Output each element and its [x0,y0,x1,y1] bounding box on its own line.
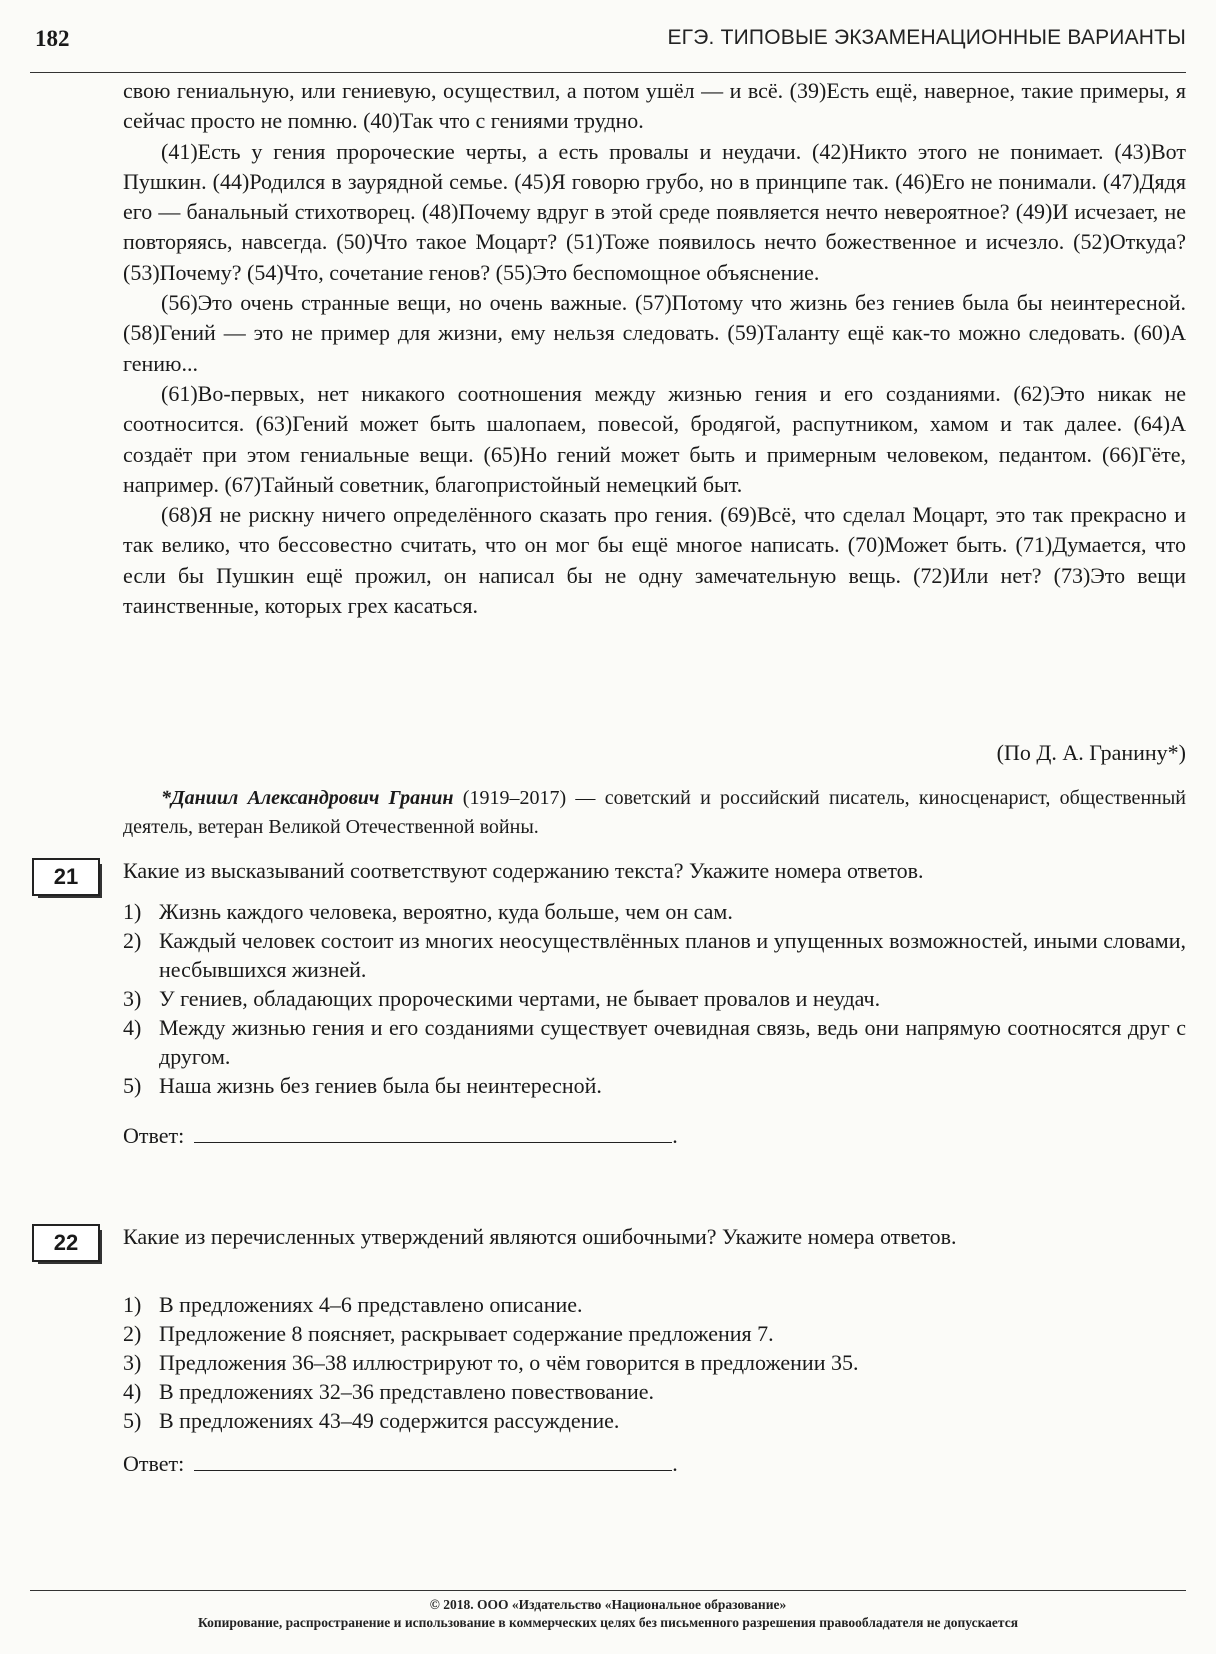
answer-label: Ответ: [123,1123,185,1148]
option-item [123,984,1186,1013]
page-header [30,22,1186,73]
option-number: 4) [123,1015,142,1040]
task-22-answer [123,1448,678,1477]
option-item [123,1013,1186,1071]
answer-period: . [672,1123,678,1148]
text-source: (По Д. А. Гранину*) [996,740,1186,765]
footer-copyright: © 2018. ООО «Издательство «Национальное образование» [429,1597,787,1612]
text-paragraph: (56)Это очень странные вещи, но очень важные. (57)Потому что жизнь без гениев была бы неинтересной. (58)Гений — это не пример для жизни, ему нельзя следовать. (59)Таланту ещё как-то можно следовать. (60)А гению... [123,290,1186,376]
option-text: Наша жизнь без гениев была бы неинтересной. [159,1073,602,1098]
option-number: 5) [123,1408,142,1433]
option-item [123,1348,1186,1377]
option-text: В предложениях 32–36 представлено повествование. [159,1379,654,1404]
option-item [123,1319,1186,1348]
answer-period: . [672,1451,678,1476]
task-number-22: 22 [32,1224,100,1262]
option-item [123,1290,1186,1319]
task-21-question: Какие из высказываний соответствуют содержанию текста? Укажите номера ответов. [123,858,924,883]
option-number: 3) [123,986,142,1011]
answer-label: Ответ: [123,1451,185,1476]
option-text: Предложение 8 поясняет, раскрывает содержание предложения 7. [159,1321,774,1346]
option-item [123,926,1186,984]
option-number: 2) [123,1321,142,1346]
option-text: Жизнь каждого человека, вероятно, куда больше, чем он сам. [159,899,733,924]
option-text: Предложения 36–38 иллюстрируют то, о чём говорится в предложении 35. [159,1350,859,1375]
footer-divider [30,1590,1186,1591]
task-22-question: Какие из перечисленных утверждений являются ошибочными? Укажите номера ответов. [123,1224,957,1249]
option-text: В предложениях 4–6 представлено описание. [159,1292,583,1317]
footnote-author-name: *Даниил Александрович Гранин [161,787,454,809]
option-number: 4) [123,1379,142,1404]
option-number: 2) [123,928,142,953]
option-text: Между жизнью гения и его созданиями существует очевидная связь, ведь они напрямую соотносятся друг с другом. [159,1015,1186,1069]
text-paragraph: (68)Я не рискну ничего определённого сказать про гения. (69)Всё, что сделал Моцарт, это так прекрасно и так велико, что бессовестно считать, что он мог бы ещё многое написать. (70)Может быть. (71)Думается, что если бы Пушкин ещё прожил, он написал бы не одну замечательную вещь. (72)Или нет? (73)Это вещи таинственные, которых грех касаться. [123,502,1186,619]
option-text: У гениев, обладающих пророческими чертами, не бывает провалов и неудач. [159,986,881,1011]
task-21-answer [123,1120,678,1149]
option-text: В предложениях 43–49 содержится рассуждение. [159,1408,620,1433]
task-21-options [123,897,1186,1100]
running-title: ЕГЭ. ТИПОВЫЕ ЭКЗАМЕНАЦИОННЫЕ ВАРИАНТЫ [667,26,1186,49]
option-number: 5) [123,1073,142,1098]
option-number: 1) [123,899,142,924]
footer-notice: Копирование, распространение и использование в коммерческих целях без письменного разрешения правообладателя не допускается [197,1615,1019,1630]
answer-field[interactable] [194,1120,672,1143]
answer-field[interactable] [194,1448,672,1471]
option-item [123,1377,1186,1406]
option-number: 1) [123,1292,142,1317]
option-item [123,897,1186,926]
page-footer [30,1596,1186,1632]
page-number: 182 [35,26,70,51]
text-paragraph: свою гениальную, или гениевую, осуществил, а потом ушёл — и всё. (39)Есть ещё, наверное, такие примеры, я сейчас просто не помню. (40)Так что с гениями трудно. [123,78,1186,134]
text-paragraph: (41)Есть у гения пророческие черты, а есть провалы и неудачи. (42)Никто этого не понимает. (43)Вот Пушкин. (44)Родился в заурядной семье. (45)Я говорю грубо, но в принципе так. (46)Его не понимали. (47)Дядя его — банальный стихотворец. (48)Почему вдруг в этой среде появляется нечто невероятное? (49)И исчезает, не повторяясь, навсегда. (50)Что такое Моцарт? (51)Тоже появилось нечто божественное и исчезло. (52)Откуда? (53)Почему? (54)Что, сочетание генов? (55)Это беспомощное объяснение. [123,138,1186,285]
option-text: Каждый человек состоит из многих неосуществлённых планов и упущенных возможностей, иными словами, несбывшихся жизней. [159,928,1186,982]
author-footnote [123,784,1186,842]
option-item [123,1406,1186,1435]
option-item [123,1071,1186,1100]
footnote-text: (1919–2017) — советский и российский писатель, киносценарист, общественный деятель, ветеран Великой Отечественной войны. [123,787,1186,838]
task-number-21: 21 [32,858,100,896]
option-number: 3) [123,1350,142,1375]
text-paragraph: (61)Во-первых, нет никакого соотношения между жизнью гения и его созданиями. (62)Это никак не соотносится. (63)Гений может быть шалопаем, повесой, бродягой, распутником, хамом и так далее. (64)А создаёт при этом гениальные вещи. (65)Но гений может быть и примерным человеком, педантом. (66)Гёте, например. (67)Тайный советник, благопристойный немецкий быт. [123,380,1186,497]
task-22-options [123,1290,1186,1435]
reading-text [123,76,1186,621]
